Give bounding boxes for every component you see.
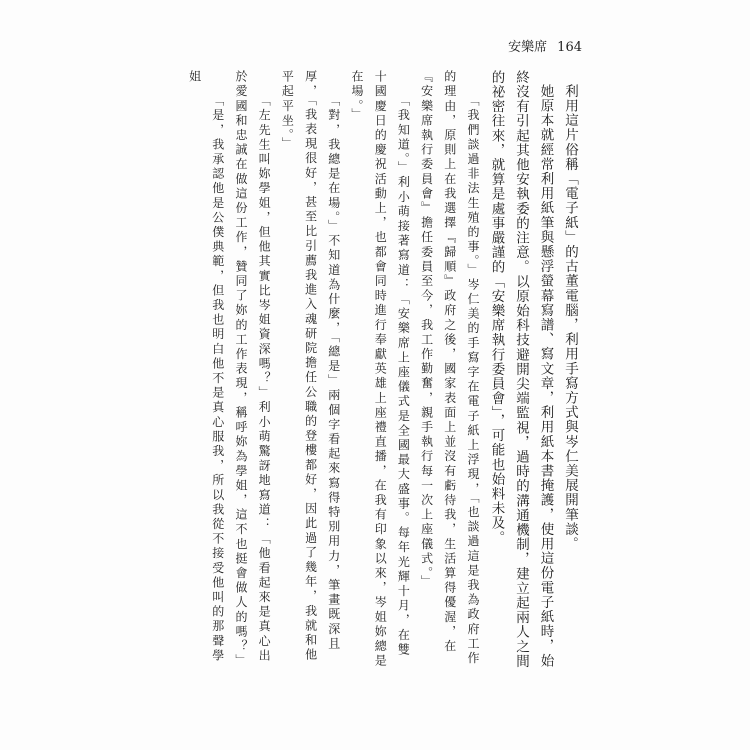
paragraph: 利用這片俗稱「電子紙」的古董電腦，利用手寫方式與岑仁美展開筆談。 [562,83,578,551]
paragraph: 「我們談過非法生殖的事。」岑仁美的手寫字在電子紙上浮現，「也談過這是我為政府工作的理由，原則上在我選擇『歸順』政府之後，國家表面上並沒有虧待我，生活算得優渥，在『安樂席執行委員會』擔任委員至今，我工作勤奮，親手執行每一次上座儀式。」 [419,70,480,666]
paragraph: 「我知道。」利小萌接著寫道：「安樂席上座儀式是全國最大盛事。每年光輝十月，在雙十國慶日的慶祝活動上，也都會同時進行奉獻英雄上座禮直播，在我有印象以來，岑姐妳總是在場。」 [349,70,411,669]
paragraph: 「對，我總是在場。」不知道為什麼，「總是」兩個字看起來寫得特別用力，筆畫既深且厚，「我表現很好，甚至比引薦我進入魂研院擔任公職的登樓都好，因此過了幾年，我就和他平起平坐。」 [280,70,341,663]
paragraph: 她原本就經常利用紙筆與懸浮螢幕寫譜、寫文章，利用紙本書掩護，使用這份電子紙時，始終沒有引起其他安執委的注意。以原始科技避開尖端監視，過時的溝通機制，建立起兩人之間的祕密往來，就算是處事嚴謹的「安樂席執行委員會」，可能也始料未及。 [488,70,554,669]
book-title: 安樂席 [508,40,548,55]
paragraph: 「左先生叫妳學姐，但他其實比岑姐資深嗎？」利小萌驚訝地寫道：「他看起來是真心出於愛國和忠誠在做這份工作，贊同了妳的工作表現，稱呼妳為學姐，這不也挺會做人的嗎？」 [233,70,272,669]
paragraph: 「是，我承認他是公僕典範，但我也明白他不是真心服我，所以我從不接受他叫的那聲學姐 [187,70,225,664]
page-number: 164 [557,40,582,55]
running-head [508,36,582,55]
vertical-body-text [187,70,582,670]
